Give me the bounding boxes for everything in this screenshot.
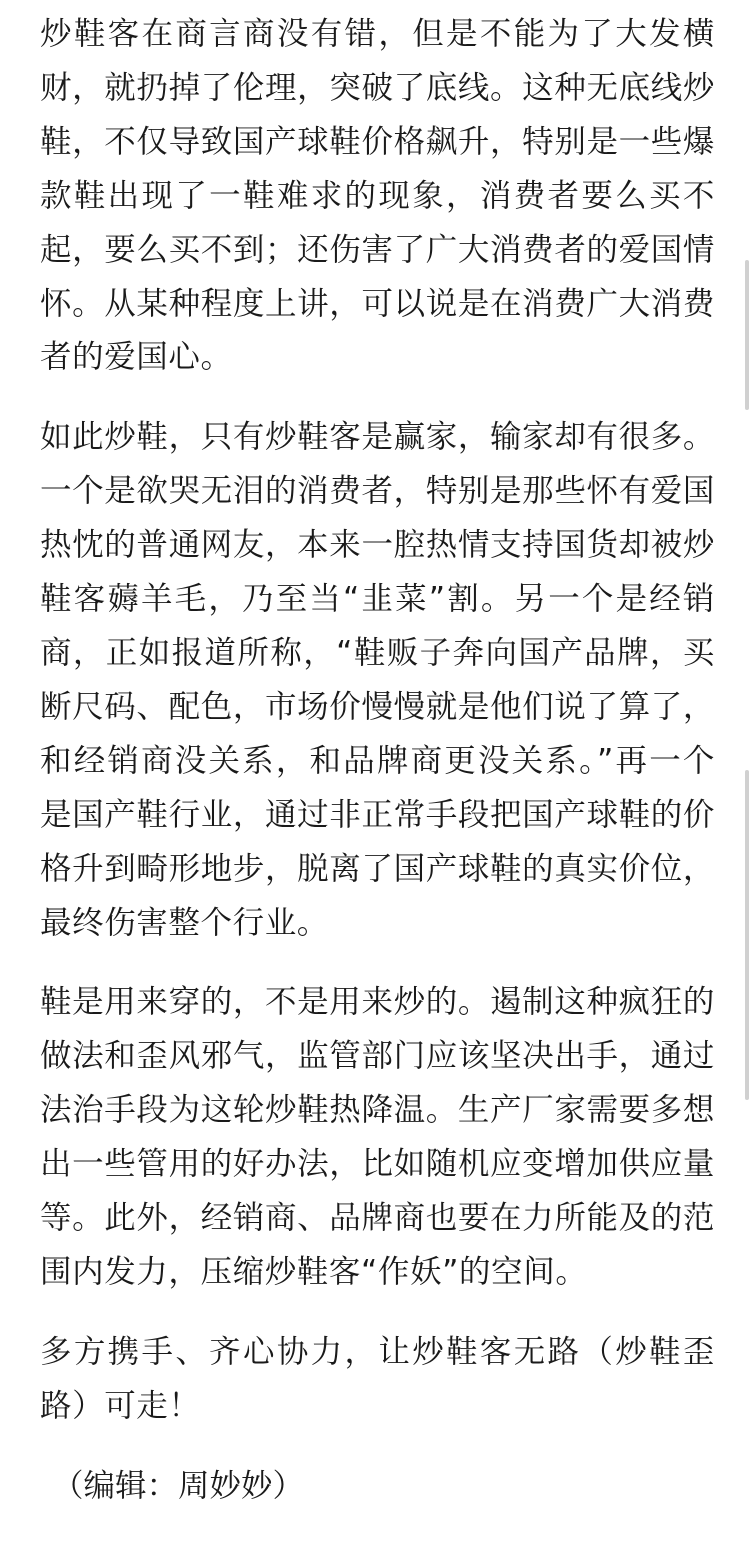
scrollbar-thumb[interactable] <box>745 260 749 410</box>
paragraph-4: 多方携手、齐心协力，让炒鞋客无路（炒鞋歪路）可走！ <box>40 1333 715 1424</box>
paragraph-2: 如此炒鞋，只有炒鞋客是赢家，输家却有很多。一个是欲哭无泪的消费者，特别是那些怀有爱国热忱的普通网友，本来一腔热情支持国货却被炒鞋客薅羊毛，乃至当“韭菜”割。另一个是经销商，正如报道所称，“鞋贩子奔向国产品牌，买断尺码、配色，市场价慢慢就是他们说了算了，和经销商没关系，和品牌商更没关系。”再一个是国产鞋行业，通过非正常手段把国产球鞋的价格升到畸形地步，脱离了国产球鞋的真实价位，最终伤害整个行业。 <box>40 419 715 941</box>
paragraph-1: 炒鞋客在商言商没有错，但是不能为了大发横财，就扔掉了伦理，突破了底线。这种无底线炒鞋，不仅导致国产球鞋价格飙升，特别是一些爆款鞋出现了一鞋难求的现象，消费者要么买不起，要么买不到；还伤害了广大消费者的爱国情怀。从某种程度上讲，可以说是在消费广大消费者的爱国心。 <box>40 16 715 376</box>
scrollbar-thumb-lower[interactable] <box>745 770 749 1100</box>
scrollbar[interactable] <box>744 260 750 1560</box>
paragraph-3: 鞋是用来穿的，不是用来炒的。遏制这种疯狂的做法和歪风邪气，监管部门应该坚决出手，通过法治手段为这轮炒鞋热降温。生产厂家需要多想出一些管用的好办法，比如随机应变增加供应量等。此外，经销商、品牌商也要在力所能及的范围内发力，压缩炒鞋客“作妖”的空间。 <box>40 984 715 1290</box>
article-body <box>40 8 715 1514</box>
editor-credit: （编辑：周妙妙） <box>52 1467 305 1504</box>
